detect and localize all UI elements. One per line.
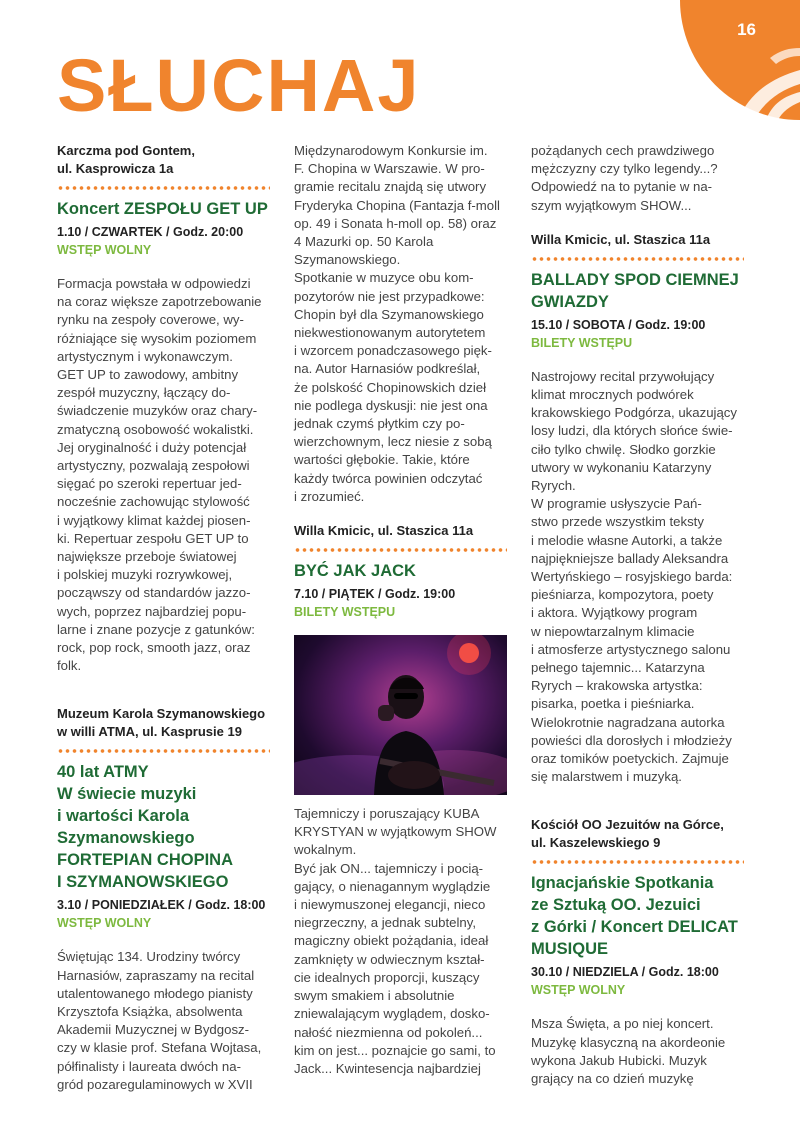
text-line: rynku na zespoły coverowe, wy- [57,312,244,328]
event-title-line: z Górki / Koncert DELICAT [531,918,738,937]
event-title-line: Koncert ZESPOŁU GET UP [57,200,268,218]
text-line: na. Autor Harnasiów podkreślał, [294,361,481,377]
text-line: kim on jest... poznajcie go sami, to [294,1042,496,1058]
text-line: sięgać po szeroki repertuar jed- [57,476,242,492]
text-line: Formacja powstała w odpowiedzi [57,276,251,291]
text-line: krakowskiego Podgórza, ukazujący [531,405,737,421]
text-line: zmatyczną osobowość wokalistki. [57,421,254,437]
text-line: szym wyjątkowym SHOW... [531,197,692,213]
text-line: Nastrojowy recital przywołujący [531,368,715,384]
event-venue [531,816,744,852]
event-date: 3.10 / PONIEDZIAŁEK / Godz. 18:00 [57,898,266,913]
text-line: nocześnie zachowując stylowość [57,494,250,510]
text-line: oraz tomików poetyckich. Zajmuje [531,751,729,767]
text-line: Być jak ON... tajemniczy i pocią- [294,860,484,876]
text-line: świadczenie muzyków oraz chary- [57,403,258,419]
text-line: op. 49 i Sonata h-moll op. 58) oraz [294,215,497,231]
event-title [531,269,744,313]
event-jezuici [531,816,744,1088]
column-1 [57,142,270,1108]
event-title [57,761,270,893]
event-title-line: i wartości Karola [57,807,190,826]
event-title-line: BALLADY SPOD CIEMNEJ [531,270,739,289]
text-line: stwo przede wszystkim teksty [531,514,704,530]
text-line: i niewymuszonej elegancji, nieco [294,897,486,913]
event-venue [57,705,270,741]
text-line: Muzykę klasyczną na akordeonie [531,1034,726,1050]
text-line: magiczny obiekt pożądania, ideał [294,933,489,949]
venue-line: Willa Kmicic, ul. Staszica 11a [531,231,711,247]
text-line: i aktora. Wyjątkowy program [531,605,698,621]
text-line: niekwestionowanym autorytetem [294,325,486,341]
dotted-separator [294,548,507,552]
text-line: Tajemniczy i poruszający KUBA [294,806,480,822]
text-line: Msza Święta, a po niej koncert. [531,1016,714,1032]
text-line: ki. Repertuar zespołu GET UP to [57,530,249,546]
dotted-separator [57,749,270,753]
event-title-line: BYĆ JAK JACK [294,562,416,581]
text-line: GET UP to zawodowy, ambitny [57,367,239,383]
text-line: Ryrych. [531,478,576,494]
text-line: i melodie własne Autorki, a także [531,532,723,548]
event-description [294,805,507,1078]
event-venue [294,522,507,540]
event-venue [531,231,744,249]
description-continuation [531,142,744,215]
venue-line: Willa Kmicic, ul. Staszica 11a [294,523,474,539]
event-title-line: Szymanowskiego [57,829,195,848]
dotted-separator [531,860,744,864]
text-line: Fryderyka Chopina (Fantazja f-moll [294,197,500,213]
text-line: wierzchownym, lecz niesie z sobą [294,434,492,450]
event-date: 1.10 / CZWARTEK / Godz. 20:00 [57,225,244,239]
text-line: grający na co dzień muzykę [531,1071,694,1087]
text-line: losy ludzi, dla których słońce świe- [531,423,733,439]
text-line: czy w klasie prof. Stefana Wojtasa, [57,1040,262,1056]
text-line: utalentowanego młodego pianisty [57,985,253,1001]
text-line: gający, o nienagannym wyglądzie [294,878,491,894]
venue-line: Kościół OO Jezuitów na Górce, [531,817,724,833]
section-title: SŁUCHAJ [57,44,421,127]
event-title-line: FORTEPIAN CHOPINA [57,851,234,870]
text-line: klimat mrocznych podwórek [531,387,694,403]
text-line: Krzysztofa Książka, absolwenta [57,1004,243,1020]
text-line: gramie recitalu znajdą się utwory [294,179,487,195]
event-title-line: MUSIQUE [531,940,609,959]
text-line: wokalnym. [294,842,357,858]
event-description [531,368,744,787]
text-line: Spotkanie w muzyce obu kom- [294,270,474,286]
text-line: larne i znane pozycje z gatunków: [57,621,255,637]
text-line: niegrzeczny, a jednak subtelny, [294,915,477,931]
event-title-line: 40 lat ATMY [57,763,149,782]
text-line: Wertyńskiego – rosyjskiego barda: [531,569,733,585]
text-line: Jej oryginalność i duży potencjał [57,439,247,455]
event-title-line: ze Sztuką OO. Jezuici [531,896,701,915]
text-line: F. Chopina w Warszawie. W pro- [294,161,485,177]
text-line: Szymanowskiego. [294,252,401,268]
text-line: się malarstwem i muzyką. [531,769,682,785]
event-description [57,948,270,1094]
text-line: mężczyzny czy tylko legendy...? [531,161,718,177]
event-entry: WSTĘP WOLNY [531,983,626,998]
text-line: swym smakiem i absolutnie [294,988,455,1004]
text-line: gród pozaregulaminowych w XVII [57,1076,253,1092]
text-line: powieści dla dorosłych i młodzieży [531,732,732,748]
column-3 [531,142,744,1102]
text-line: Ryrych – krakowska artystka: [531,678,703,694]
text-line: KRYSTYAN w wyjątkowym SHOW [294,824,497,840]
text-line: wych, poprzez najbardziej popu- [57,603,247,619]
corner-leaf-decoration [680,0,800,120]
text-line: ciło tylko chwilę. Słodko gorzkie [531,441,716,457]
text-line: największe przeboje światowej [57,549,237,565]
column-2 [294,142,507,1092]
text-line: pożądanych cech prawdziwego [531,143,715,158]
event-entry: WSTĘP WOLNY [57,916,152,931]
event-title-line: GWIAZDY [531,292,609,311]
event-entry: WSTĘP WOLNY [57,243,152,257]
text-line: cie idealnych proporcji, kuszący [294,969,480,985]
text-line: najpiękniejsze ballady Aleksandra [531,550,729,566]
text-line: 4 Mazurki op. 50 Karola [294,234,434,250]
event-title-line: W świecie muzyki [57,785,197,804]
text-line: Harnasiów, zapraszamy na recital [57,967,255,983]
text-line: w niepowtarzalnym klimacie [531,623,695,639]
description-continuation [294,142,507,506]
dotted-separator [531,257,744,261]
event-entry: BILETY WSTĘPU [294,605,396,620]
event-ballady [531,231,744,787]
text-line: Chopin był dla Szymanowskiego [294,306,484,322]
text-line: półfinalisty i laureata dwóch na- [57,1058,241,1074]
text-line: pozytorów nie jest przypadkowe: [294,288,485,304]
text-line: Akademii Muzycznej w Bydgosz- [57,1022,250,1038]
text-line: każdy twórca powinien odczytać [294,470,483,486]
event-entry: BILETY WSTĘPU [531,335,633,350]
event-description [531,1015,744,1088]
venue-line: Karczma pod Gontem, [57,143,195,158]
text-line: nałość niezmienna od pokoleń... [294,1024,483,1040]
text-line: Świętując 134. Urodziny twórcy [57,949,241,965]
text-line: rock, pop rock, smooth jazz, oraz [57,640,251,656]
text-line: W programie usłyszycie Pań- [531,496,702,512]
text-line: i zrozumieć. [294,488,365,504]
text-line: Jack... Kwintesencja najbardziej [294,1060,481,1076]
venue-line: ul. Kaszelewskiego 9 [531,835,661,851]
event-atma [57,705,270,1094]
text-line: począwszy od standardów jazzo- [57,585,251,601]
venue-line: ul. Kasprowicza 1a [57,161,174,176]
concert-photo [294,635,507,795]
event-title [294,560,507,582]
text-line: różniające się wysokim poziomem [57,330,257,346]
text-line: utwory w wykonaniu Katarzyny [531,459,712,475]
text-line: pełnego tajemnic... Katarzyna [531,660,705,676]
event-byc-jak-jack [294,522,507,1078]
text-line: nie podlega dyskusji: nie jest ona [294,397,488,413]
text-line: na coraz większe zapotrzebowanie [57,294,262,310]
text-line: Międzynarodowym Konkursie im. [294,143,488,158]
text-line: artystycznym i wykonawczym. [57,348,233,364]
event-date: 30.10 / NIEDZIELA / Godz. 18:00 [531,965,719,980]
event-title [531,872,744,960]
text-line: i atmosferze artystycznego salonu [531,641,731,657]
text-line: pieśniarza, kompozytora, poety [531,587,714,603]
text-line: że polskość Chopinowskich dzieł [294,379,487,395]
text-line: pisarka, poetka i pieśniarka. [531,696,695,712]
dotted-separator [57,186,270,190]
text-line: wartości głębokie. Takie, które [294,452,470,468]
page-number: 16 [737,20,756,39]
event-description [57,275,270,675]
text-line: jednak czymś płytkim czy po- [294,416,465,432]
event-title-line: Ignacjańskie Spotkania [531,874,714,893]
text-line: zamknięty w odwiecznym kształ- [294,951,485,967]
text-line: artystyczny, pozwalają zespołowi [57,458,250,474]
text-line: Wielokrotnie nagradzana autorka [531,714,725,730]
text-line: wykona Jakub Hubicki. Muzyk [531,1052,707,1068]
venue-line: w willi ATMA, ul. Kasprusie 19 [57,724,242,740]
event-date: 15.10 / SOBOTA / Godz. 19:00 [531,317,706,332]
text-line: i polskiej muzyki rozrywkowej, [57,567,233,583]
text-line: i wzorcem ponadczasowego pięk- [294,343,492,359]
text-line: zespół muzyczny, łączący do- [57,385,231,401]
event-title-line: I SZYMANOWSKIEGO [57,873,229,892]
text-line: zniewalającym wyglądem, dosko- [294,1006,490,1022]
event-title [57,198,270,220]
text-line: folk. [57,658,82,674]
event-get-up [57,142,270,675]
venue-line: Muzeum Karola Szymanowskiego [57,706,266,722]
event-venue [57,142,270,178]
text-line: i wyjątkowy klimat każdej piosen- [57,512,251,528]
event-date: 7.10 / PIĄTEK / Godz. 19:00 [294,587,456,602]
text-line: Odpowiedź na to pytanie w na- [531,179,713,195]
